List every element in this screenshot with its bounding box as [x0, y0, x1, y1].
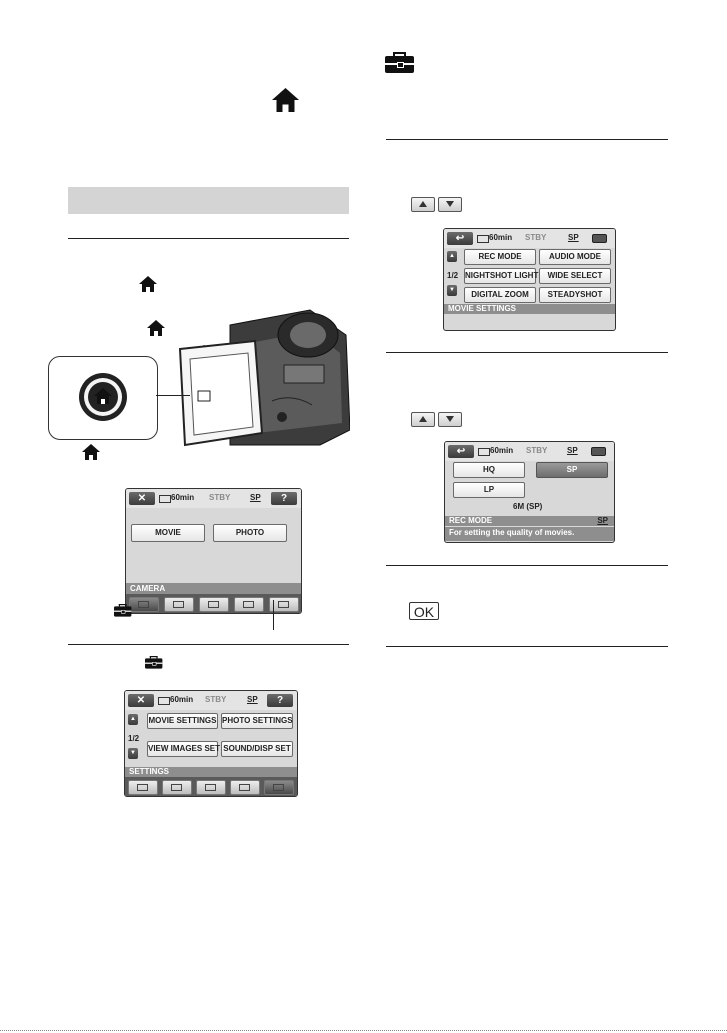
battery-level-icon: [592, 234, 607, 243]
camera-icon: [137, 784, 148, 791]
photo-button[interactable]: PHOTO: [213, 524, 287, 542]
help-button[interactable]: ?: [267, 694, 293, 707]
category-title: REC MODE: [449, 516, 493, 525]
back-button[interactable]: ↩: [447, 232, 473, 245]
page-edge: [0, 1030, 727, 1031]
wide-select-button[interactable]: WIDE SELECT: [539, 268, 611, 284]
tab-manage[interactable]: [234, 597, 264, 612]
media-icon: [243, 601, 254, 608]
home-button[interactable]: [79, 373, 127, 421]
up-arrow-button-icon: [411, 197, 435, 212]
section-divider: [386, 139, 668, 140]
recordable-time-readout: 6M (SP): [513, 502, 543, 511]
section-divider: [386, 646, 668, 647]
toolbox-icon: [278, 601, 289, 608]
grid-icon: [205, 784, 216, 791]
standby-status: STBY: [525, 233, 547, 242]
section-divider: [386, 352, 668, 353]
standby-status: STBY: [526, 446, 548, 455]
hq-option[interactable]: HQ: [453, 462, 525, 478]
section-divider: [386, 565, 668, 566]
category-label: CAMERA: [126, 583, 301, 594]
callout-line: [273, 600, 274, 630]
battery-icon: [477, 235, 489, 243]
setting-description: For setting the quality of movies.: [445, 527, 614, 541]
close-button[interactable]: ✕: [128, 694, 154, 707]
movie-settings-screen: [443, 228, 616, 331]
standby-status: STBY: [205, 695, 227, 704]
sound-disp-set-button[interactable]: SOUND/DISP SET: [221, 741, 293, 757]
standby-status: STBY: [209, 493, 231, 502]
scroll-down-button[interactable]: ▼: [128, 748, 138, 759]
sp-option[interactable]: SP: [536, 462, 608, 478]
category-tabs: [125, 777, 297, 796]
rec-mode-indicator: SP: [568, 233, 579, 242]
home-menu-screen: [125, 488, 302, 614]
section-divider: [68, 644, 349, 645]
grid-icon: [208, 601, 219, 608]
scroll-down-button[interactable]: ▼: [447, 285, 457, 296]
tab-other[interactable]: [196, 780, 226, 795]
category-label: MOVIE SETTINGS: [444, 304, 615, 314]
tab-camera[interactable]: [128, 780, 158, 795]
tab-settings[interactable]: [264, 780, 294, 795]
battery-icon: [158, 697, 170, 705]
tab-playback[interactable]: [162, 780, 192, 795]
category-label: [445, 516, 614, 526]
camera-icon: [138, 601, 149, 608]
page-indicator: 1/2: [128, 734, 140, 743]
back-button[interactable]: ↩: [448, 445, 474, 458]
nightshot-light-button[interactable]: NIGHTSHOT LIGHT: [464, 268, 536, 284]
movie-button[interactable]: MOVIE: [131, 524, 205, 542]
view-images-set-button[interactable]: VIEW IMAGES SET: [147, 741, 218, 757]
tab-other[interactable]: [199, 597, 229, 612]
tab-camera[interactable]: [129, 597, 159, 612]
battery-level-icon: [591, 447, 606, 456]
category-label: SETTINGS: [125, 767, 297, 777]
remaining-time: 60min: [489, 233, 513, 242]
tab-manage[interactable]: [230, 780, 260, 795]
scroll-up-button[interactable]: ▲: [128, 714, 138, 725]
settings-menu-screen: [124, 690, 298, 797]
toolbox-icon: [273, 784, 284, 791]
callout-line: [156, 395, 190, 396]
scroll-up-button[interactable]: ▲: [447, 251, 457, 262]
category-mode: SP: [597, 516, 608, 525]
digital-zoom-button[interactable]: DIGITAL ZOOM: [464, 287, 536, 303]
close-button[interactable]: ✕: [129, 492, 155, 505]
remaining-time: 60min: [170, 695, 194, 704]
photo-settings-button[interactable]: PHOTO SETTINGS: [221, 713, 293, 729]
battery-icon: [159, 495, 171, 503]
tab-playback[interactable]: [164, 597, 194, 612]
play-icon: [171, 784, 182, 791]
section-divider: [68, 238, 349, 239]
rec-mode-button[interactable]: REC MODE: [464, 249, 536, 265]
category-tabs: [126, 594, 301, 613]
rec-mode-screen: [444, 441, 615, 543]
help-button[interactable]: ?: [271, 492, 297, 505]
section-heading-band: [68, 187, 349, 214]
rec-mode-indicator: SP: [247, 695, 258, 704]
movie-settings-button[interactable]: MOVIE SETTINGS: [147, 713, 218, 729]
ok-button-icon: OK: [409, 602, 439, 620]
remaining-time: 60min: [490, 446, 514, 455]
battery-icon: [478, 448, 490, 456]
page-indicator: 1/2: [447, 271, 459, 280]
down-arrow-button-icon: [438, 197, 462, 212]
up-arrow-button-icon: [411, 412, 435, 427]
down-arrow-button-icon: [438, 412, 462, 427]
media-icon: [239, 784, 250, 791]
rec-mode-indicator: SP: [567, 446, 578, 455]
remaining-time: 60min: [171, 493, 195, 502]
rec-mode-indicator: SP: [250, 493, 261, 502]
play-icon: [173, 601, 184, 608]
audio-mode-button[interactable]: AUDIO MODE: [539, 249, 611, 265]
steadyshot-button[interactable]: STEADYSHOT: [539, 287, 611, 303]
lp-option[interactable]: LP: [453, 482, 525, 498]
